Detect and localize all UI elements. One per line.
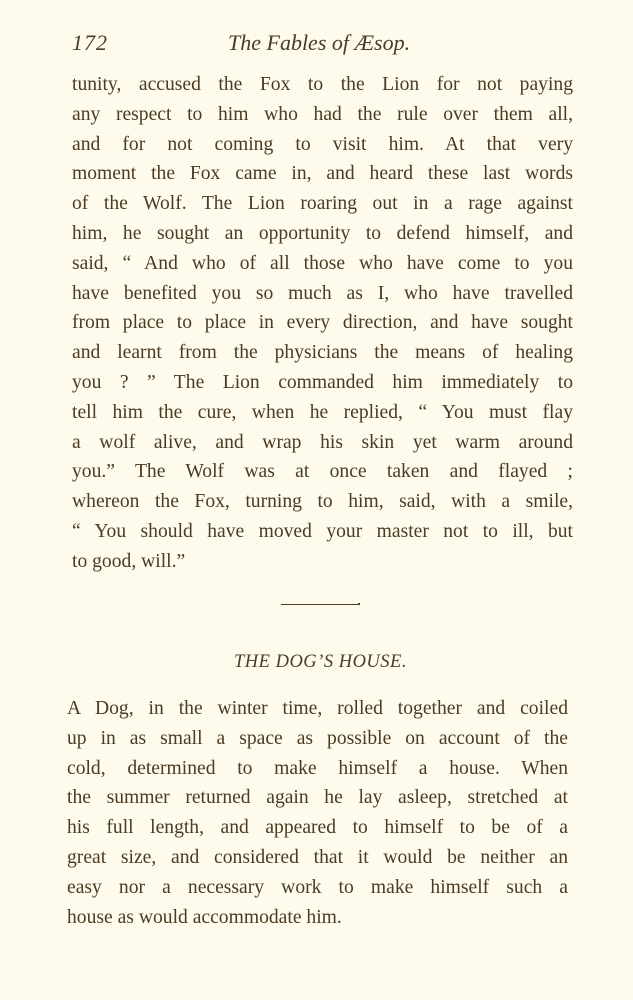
text-line: the summer returned again he lay asleep, stretched at [67,787,568,809]
text-line: tell him the cure, when he replied, “ You must flay [72,401,573,423]
section-divider [281,604,358,605]
text-line: have benefited you so much as I, who have travelled [72,282,573,304]
text-line: house as would accommodate him. [67,906,342,928]
text-line: and learnt from the physicians the means of healing [72,342,573,364]
running-title: The Fables of Æsop. [228,30,411,55]
text-line: to good, will.” [72,550,186,572]
text-line: moment the Fox came in, and heard these last words [72,163,573,185]
text-line: whereon the Fox, turning to him, said, with a smile, [72,491,573,513]
text-line: a wolf alive, and wrap his skin yet warm around [72,431,573,453]
text-line: of the Wolf. The Lion roaring out in a rage against [72,193,573,215]
text-line: “ You should have moved your master not to ill, but [72,520,573,542]
text-line: you.” The Wolf was at once taken and flayed ; [72,461,573,483]
text-line: his full length, and appeared to himself to be of a [67,817,568,839]
text-line: A Dog, in the winter time, rolled together and coiled [67,698,568,719]
text-line: him, he sought an opportunity to defend himself, and [72,222,573,244]
text-line: from place to place in every direction, and have sought [72,312,573,334]
text-line: said, “ And who of all those who have come to you [72,252,573,274]
fable-paragraph [67,694,568,932]
text-line: you ? ” The Lion commanded him immediately to [72,371,573,393]
text-line: and for not coming to visit him. At that very [72,133,573,155]
text-line: cold, determined to make himself a house. When [67,757,568,779]
text-line: great size, and considered that it would be neither an [67,846,568,868]
fable-continued-paragraph [72,70,573,577]
page-number: 172 [72,30,108,55]
text-line: up in as small a space as possible on account of the [67,727,568,749]
text-line: any respect to him who had the rule over them all, [72,103,573,125]
fable-title: THE DOG’S HOUSE. [234,652,407,672]
text-line: easy nor a necessary work to make himself such a [67,876,568,898]
page-header [72,30,572,60]
text-line: tunity, accused the Fox to the Lion for not paying [72,74,573,95]
